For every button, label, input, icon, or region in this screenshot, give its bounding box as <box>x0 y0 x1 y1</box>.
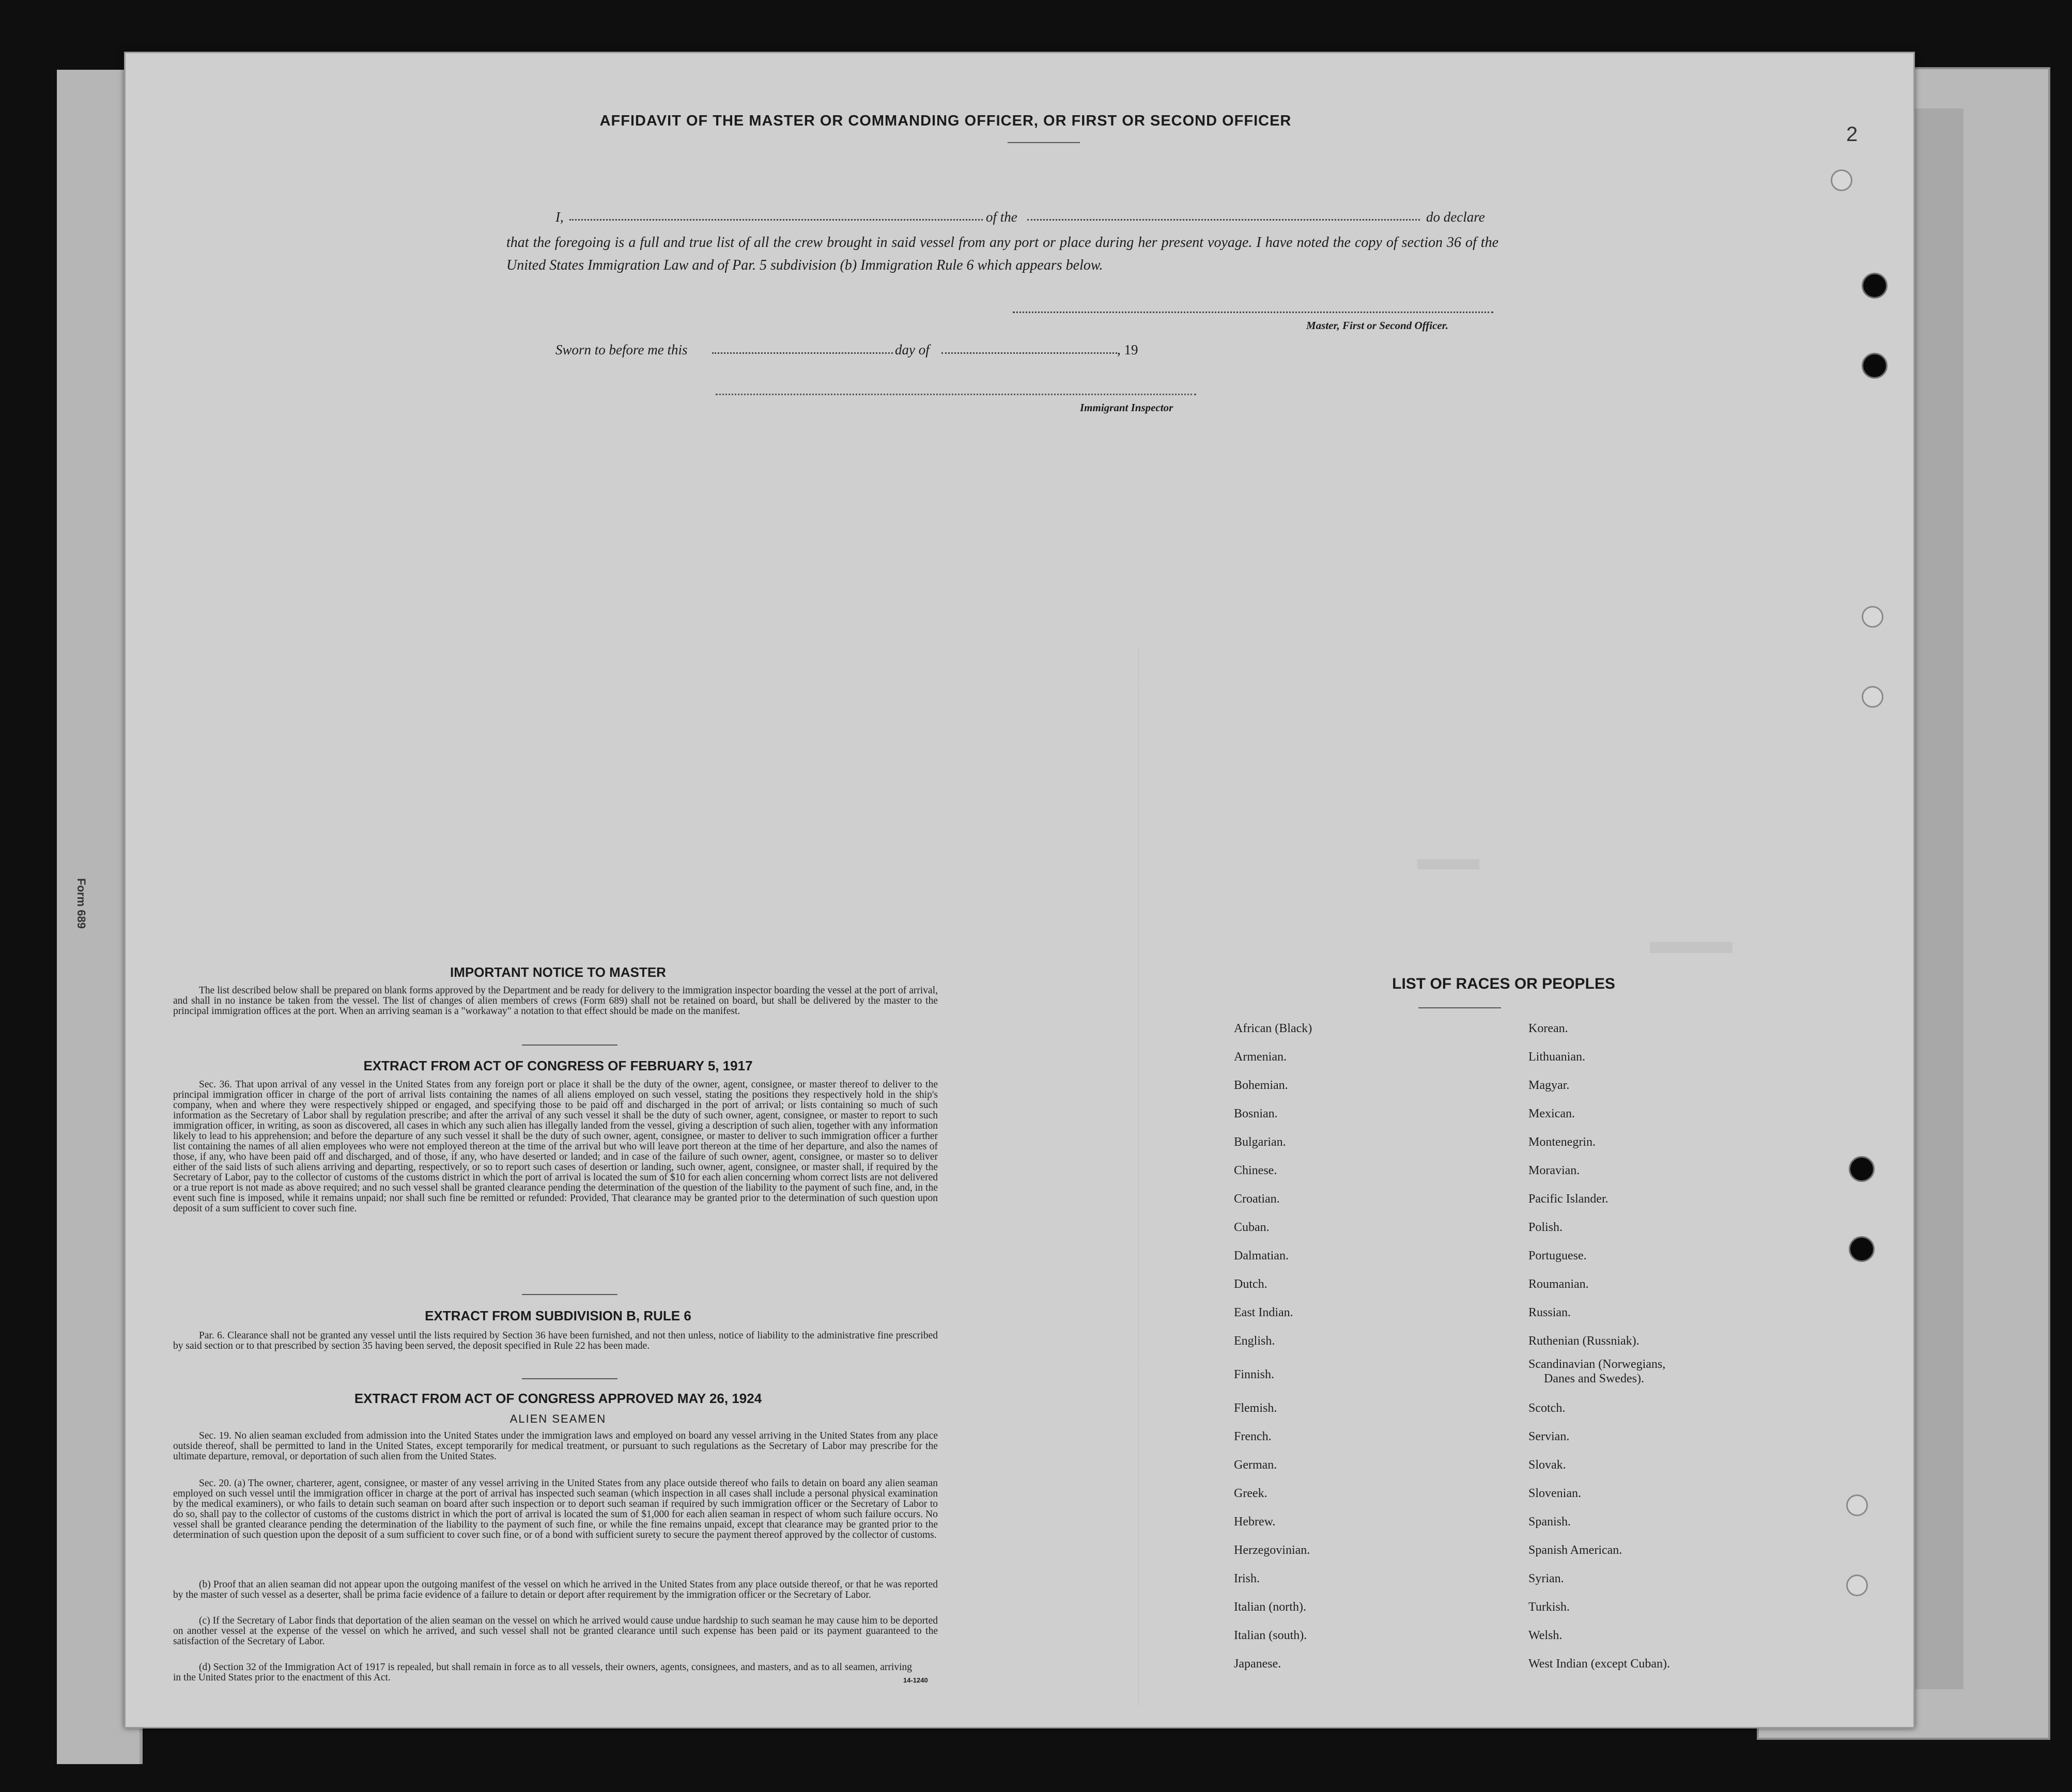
affidavit-i-label: I, <box>555 209 564 225</box>
extract-rule6-title: EXTRACT FROM SUBDIVISION B, RULE 6 <box>425 1308 691 1323</box>
sworn-day-of: day of <box>895 342 930 357</box>
race-item: Cuban. <box>1234 1221 1270 1234</box>
race-item: Dalmatian. <box>1234 1249 1289 1263</box>
race-item: Irish. <box>1234 1572 1260 1585</box>
extract-1924-subtitle: ALIEN SEAMEN <box>509 1412 607 1425</box>
affidavit-title: AFFIDAVIT OF THE MASTER OR COMMANDING OFFICER, OR FIRST OR SECOND OFFICER <box>599 113 1292 129</box>
race-item: East Indian. <box>1234 1306 1293 1319</box>
race-item: Bosnian. <box>1234 1107 1278 1120</box>
race-item: Scandinavian (Norwegians, <box>1528 1358 1666 1371</box>
race-item: Danes and Swedes). <box>1544 1372 1644 1385</box>
race-item: Mexican. <box>1528 1107 1575 1120</box>
sworn-month-blank <box>941 352 1117 354</box>
sworn-year: , 19 <box>1117 342 1138 357</box>
race-item: Slovak. <box>1528 1458 1566 1472</box>
race-item: English. <box>1234 1334 1275 1348</box>
extract-1924-sec20b: (b) Proof that an alien seaman did not appear upon the outgoing manifest of the vessel on which he arrived in the United States from any place outside thereof, or that he was reported by the master of such vessel as a deserter, shall be prima facie evidence of a failure to detain or deport after requirement by the immigration officer or the Secretary of Labor. <box>173 1579 938 1600</box>
race-item: Lithuanian. <box>1528 1050 1585 1064</box>
race-item: Magyar. <box>1528 1079 1570 1092</box>
vessel-blank <box>1027 219 1420 221</box>
race-item: Finnish. <box>1234 1368 1275 1381</box>
punch-hole <box>1862 353 1888 379</box>
punch-hole-ring <box>1846 1575 1868 1596</box>
punch-hole <box>1849 1156 1875 1182</box>
races-title: LIST OF RACES OR PEOPLES <box>1392 975 1615 992</box>
page-fold <box>1138 647 1139 1706</box>
race-item: Greek. <box>1234 1487 1267 1500</box>
document-page <box>124 52 1915 1728</box>
sworn-day-blank <box>712 352 893 354</box>
race-item: Scotch. <box>1528 1401 1566 1415</box>
signature-label: Master, First or Second Officer. <box>1306 319 1448 332</box>
race-item: Portuguese. <box>1528 1249 1587 1263</box>
punch-hole-ring <box>1862 686 1883 708</box>
race-item: Flemish. <box>1234 1401 1277 1415</box>
punch-hole-ring <box>1862 606 1883 628</box>
inspector-label: Immigrant Inspector <box>1080 401 1173 414</box>
race-item: Polish. <box>1528 1221 1563 1234</box>
bleed-through-mark <box>1417 859 1479 869</box>
race-item: Korean. <box>1528 1022 1568 1035</box>
punch-hole <box>1862 273 1888 299</box>
affidavit-body: that the foregoing is a full and true list of all the crew brought in said vessel from any port or place during her present voyage. I have noted the copy of section 36 of the United States Immigration Law and of Par. 5 subdivision (b) Immigration Rule 6 which appears below. <box>506 235 1498 273</box>
races-title-rule <box>1418 1007 1501 1008</box>
race-item: Turkish. <box>1528 1600 1570 1614</box>
race-item: African (Black) <box>1234 1022 1312 1035</box>
signature-blank <box>1013 311 1493 313</box>
extract-1917-title: EXTRACT FROM ACT OF CONGRESS OF FEBRUARY 5, 1917 <box>363 1058 753 1073</box>
page-number: 2 <box>1846 123 1858 146</box>
race-item: Italian (south). <box>1234 1629 1307 1642</box>
race-item: Welsh. <box>1528 1629 1563 1642</box>
race-item: Italian (north). <box>1234 1600 1306 1614</box>
race-item: Servian. <box>1528 1430 1570 1443</box>
race-item: Syrian. <box>1528 1572 1564 1585</box>
title-rule <box>1008 142 1080 143</box>
extract-1917-text: Sec. 36. That upon arrival of any vessel in the United States from any foreign port or place it shall be the duty of the owner, agent, consignee, or master thereof to deliver to the principal immigration officer in charge of the port of arrival lists containing the names of all aliens employed on such vessel, stating the positions they respectively hold in the ship's company, when and where they were respectively shipped or engaged, and specifying those to be paid off and discharged in the port of arrival; or lists containing so much of such information as the Secretary of Labor shall by regulation prescribe; and after the arrival of any such vessel it shall be the duty of such owner, agent, consignee, or master to report to such immigration officer, in writing, as soon as discovered, all cases in which any such alien has illegally landed from the vessel, giving a description of such alien, together with any information likely to lead to his apprehension; and before the departure of any such vessel it shall be the duty of such owner, agent, consignee, or master to deliver to such immigration officer a further list containing the names of all alien employees who were not employed thereon at the time of the arrival but who will leave port thereon at the time of her departure, and also the names of those, if any, who have been paid off and discharged, and of those, if any, who have deserted or landed; and in case of the failure of such owner, agent, consignee, or master so to deliver either of the said lists of such aliens arriving and departing, respectively, or so to report such cases of desertion or landing, such owner, agent, consignee, or master shall, if required by the Secretary of Labor, pay to the collector of customs of the customs district in which the port of arrival is located the sum of $10 for each alien concerning whom correct lists are not delivered or a true report is not made as above required; and no such vessel shall be granted clearance pending the determination of the question of the liability to the payment of such fine, and, in the event such fine is imposed, while it remains unpaid; nor shall such fine be remitted or refunded: Provided, That clearance may be granted prior to the determination of such question upon deposit of a sum sufficient to cover such fine. <box>173 1079 938 1214</box>
form-number: 14-1240 <box>903 1676 928 1684</box>
race-item: Moravian. <box>1528 1164 1580 1177</box>
punch-hole <box>1849 1236 1875 1262</box>
race-item: Croatian. <box>1234 1192 1280 1206</box>
affidavit-of-the-label: of the <box>986 209 1017 225</box>
name-blank <box>569 219 983 221</box>
section-rule <box>522 1378 617 1379</box>
race-item: German. <box>1234 1458 1277 1472</box>
race-item: Bulgarian. <box>1234 1135 1286 1149</box>
extract-rule6-text: Par. 6. Clearance shall not be granted any vessel until the lists required by Section 36 have been furnished, and not then unless, notice of liability to the administrative fine prescribed by said section or to that prescribed by section 35 having been served, the deposit specified in Rule 22 has been made. <box>173 1330 938 1351</box>
extract-1924-sec19: Sec. 19. No alien seaman excluded from admission into the United States under the immigration laws and employed on board any vessel arriving in the United States from any place outside thereof, shall be permitted to land in the United States, except temporarily for medical treatment, or pursuant to such regulations as the Secretary of Labor may prescribe for the ultimate departure, removal, or deportation of such alien from the United States. <box>173 1430 938 1462</box>
race-item: Chinese. <box>1234 1164 1277 1177</box>
race-item: Hebrew. <box>1234 1515 1276 1529</box>
extract-1924-title: EXTRACT FROM ACT OF CONGRESS APPROVED MAY 26, 1924 <box>354 1391 762 1406</box>
race-item: Bohemian. <box>1234 1079 1288 1092</box>
punch-hole-ring <box>1831 169 1852 191</box>
section-rule <box>522 1294 617 1295</box>
extract-1924-sec20d: (d) Section 32 of the Immigration Act of 1917 is repealed, but shall remain in force as to all vessels, their owners, agents, consignees, and masters, and as to all seamen, arriving in the United States prior to the enactment of this Act. <box>173 1662 912 1683</box>
notice-title: IMPORTANT NOTICE TO MASTER <box>450 964 666 980</box>
notice-text: The list described below shall be prepared on blank forms approved by the Department and be ready for delivery to the immigration inspector boarding the vessel at the port of arrival, and shall in no instance be taken from the vessel. The list of changes of alien members of crews (Form 689) shall not be retained on board, but shall be delivered by the master to the principal immigration offices at the port. When an arriving seaman is a "workaway" a notation to that effect should be made on the manifest. <box>173 985 938 1017</box>
extract-1924-sec20a: Sec. 20. (a) The owner, charterer, agent, consignee, or master of any vessel arriving in the United States from any place outside thereof who fails to detain on board any alien seaman employed on such vessel until the immigration officer in charge at the port of arrival has inspected such seaman (which inspection in all cases shall include a personal physical examination by the medical examiners), or who fails to detain such seaman on board after such inspection or to deport such seaman if required by such immigration officer or the Secretary of Labor to do so, shall pay to the collector of customs of the customs district in which the port of arrival is located the sum of $1,000 for each alien seaman in respect of whom such failure occurs. No vessel shall be granted clearance pending the determination of the liability to the payment of such fine, or while the fine remains unpaid, except that clearance may be granted prior to the determination of such question upon the deposit of a sum sufficient to cover such fine, or of a bond with sufficient surety to secure the payment thereof approved by the collector of customs. <box>173 1478 938 1540</box>
race-item: Armenian. <box>1234 1050 1287 1064</box>
race-item: Montenegrin. <box>1528 1135 1596 1149</box>
race-item: French. <box>1234 1430 1272 1443</box>
race-item: Pacific Islander. <box>1528 1192 1609 1206</box>
race-item: Herzegovinian. <box>1234 1544 1310 1557</box>
race-item: Dutch. <box>1234 1277 1267 1291</box>
bleed-through-mark <box>1650 942 1733 953</box>
race-item: Spanish. <box>1528 1515 1571 1529</box>
punch-hole-ring <box>1846 1494 1868 1516</box>
inspector-blank <box>716 394 1196 395</box>
race-item: Roumanian. <box>1528 1277 1589 1291</box>
extract-1924-sec20c: (c) If the Secretary of Labor finds that deportation of the alien seaman on the vessel on which he arrived would cause undue hardship to such seaman he may cause him to be deported on another vessel at the expense of the vessel on which he arrived, and such vessel shall not be granted clearance until such expense has been paid or its payment guaranteed to the satisfaction of the Secretary of Labor. <box>173 1615 938 1647</box>
race-item: Slovenian. <box>1528 1487 1581 1500</box>
sworn-prefix: Sworn to before me this <box>555 342 688 357</box>
race-item: Ruthenian (Russniak). <box>1528 1334 1640 1348</box>
side-form-label: Form 689 <box>75 878 88 929</box>
race-item: Spanish American. <box>1528 1544 1622 1557</box>
race-item: Russian. <box>1528 1306 1571 1319</box>
section-rule <box>522 1045 617 1046</box>
race-item: West Indian (except Cuban). <box>1528 1657 1670 1671</box>
race-item: Japanese. <box>1234 1657 1281 1671</box>
affidavit-do-declare: do declare <box>1426 209 1485 225</box>
